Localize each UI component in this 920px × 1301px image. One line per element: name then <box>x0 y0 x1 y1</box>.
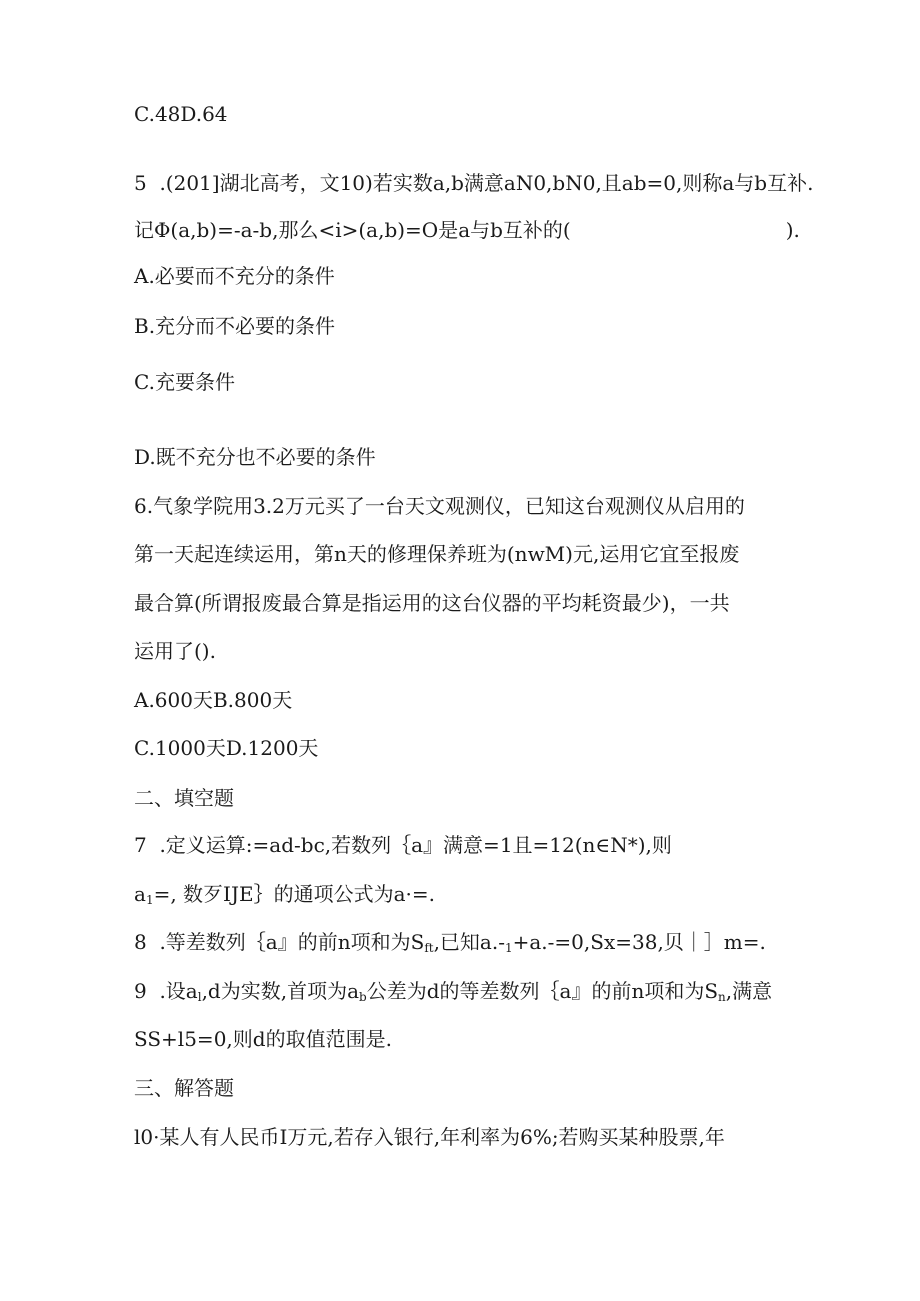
q7-stem-line1: 7 .定义运算:=ad-bc,若数列｛a』满意=1且=12(n∈N*),则 <box>134 833 672 857</box>
q6-options-cd: C.1000天D.1200天 <box>134 736 319 760</box>
q5-stem-line2 <box>134 217 800 243</box>
subscript: 1 <box>145 893 154 907</box>
q5-stem-line1: 5 .(201]湖北高考，文10)若实数a,b满意aN0,bN0,且ab=0,则称a与b互补. <box>134 171 814 195</box>
text-seg: 公差为d的等差数列｛a』的前n项和为S <box>366 979 719 1003</box>
text-seg: 8 .等差数列｛a』的前n项和为S <box>134 930 425 954</box>
q9-stem-line2: SS+l5=0,则d的取值范围是. <box>134 1027 392 1051</box>
q7-stem-line2 <box>134 881 435 907</box>
subscript: ft <box>424 941 434 955</box>
q5-option-a: A.必要而不充分的条件 <box>134 264 335 288</box>
q6-stem-line4: 运用了(). <box>134 639 216 663</box>
subscript: b <box>359 990 367 1004</box>
q6-stem-line1: 6.气象学院用3.2万元买了一台天文观测仪，已知这台观测仪从启用的 <box>134 494 745 518</box>
section-answer-heading: 三、解答题 <box>134 1076 234 1100</box>
text-seg: ,d为实数,首项为a <box>201 979 360 1003</box>
q6-stem-line2: 第一天起连续运用，第n天的修理保养班为(nwM)元,运用它宜至报废 <box>134 542 740 566</box>
q5-stem-close: ). <box>785 218 800 242</box>
text-seg: =, 数歹IJE｝的通项公式为a·=. <box>153 882 435 906</box>
q6-stem-line3: 最合算(所谓报废最合算是指运用的这台仪器的平均耗资最少)，一共 <box>134 591 730 615</box>
subscript: n <box>718 990 726 1004</box>
q5-option-b: B.充分而不必要的条件 <box>134 314 336 338</box>
section-fill-in-heading: 二、填空题 <box>134 786 234 810</box>
q9-stem-line1 <box>134 978 772 1004</box>
text-seg: +a.-=0,Sx=38,贝｜］m=. <box>512 930 766 954</box>
q4-options-cd: C.48D.64 <box>134 102 228 126</box>
text-seg: a <box>134 882 146 906</box>
q10-stem-line1: l0·某人有人民币I万元,若存入银行,年利率为6%;若购买某种股票,年 <box>134 1125 725 1149</box>
q5-option-c: C.充要条件 <box>134 370 235 394</box>
text-seg: ,满意 <box>725 979 773 1003</box>
q5-option-d: D.既不充分也不必要的条件 <box>134 445 376 469</box>
q8-stem <box>134 929 766 955</box>
subscript: 1 <box>504 941 513 955</box>
text-seg: 9 .设a <box>134 979 198 1003</box>
q6-options-ab: A.600天B.800天 <box>134 688 293 712</box>
subscript: l <box>197 990 202 1004</box>
q5-stem-text: 记Φ(a,b)=-a-b,那么<i>(a,b)=O是a与b互补的( <box>134 218 571 242</box>
text-seg: ,已知a.- <box>433 930 505 954</box>
